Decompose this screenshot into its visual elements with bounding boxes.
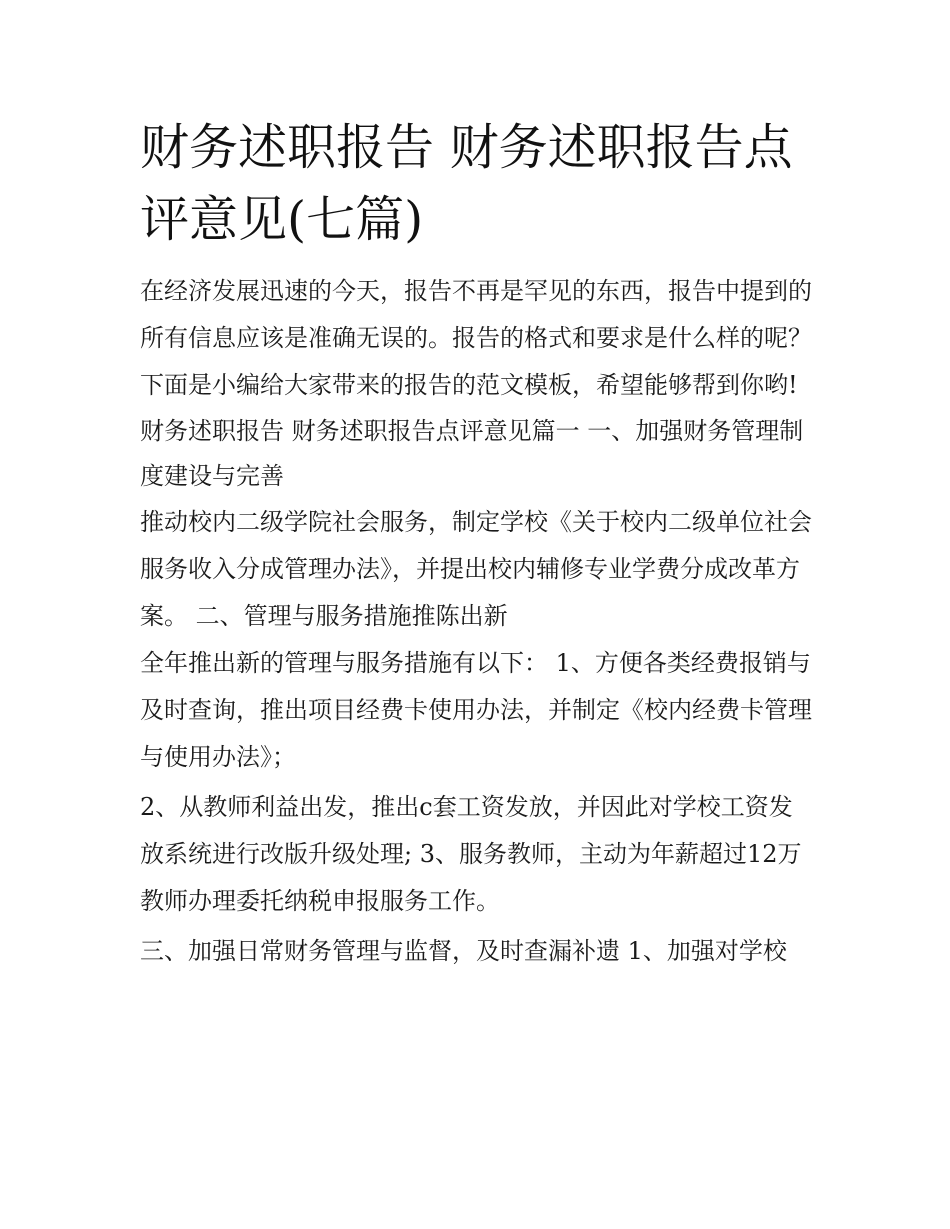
body-paragraph: 2、从教师利益出发，推出c套工资发放，并因此对学校工资发放系统进行改版升级处理; 3、服务教师，主动为年薪超过12万教师办理委托纳税申报服务工作。: [140, 793, 802, 915]
body-paragraph: 三、加强日常财务管理与监督，及时查漏补遗 1、加强对学校: [140, 937, 787, 965]
section-heading-paragraph: 财务述职报告 财务述职报告点评意见篇一 一、加强财务管理制度建设与完善: [140, 417, 804, 490]
spacer: [140, 256, 816, 268]
document-title: 财务述职报告 财务述职报告点评意见(七篇): [140, 119, 793, 248]
body-paragraph: 全年推出新的管理与服务措施有以下： 1、方便各类经费报销与及时查询，推出项目经费卡使用办法，并制定《校内经费卡管理与使用办法》；: [140, 649, 812, 771]
body-paragraph: 推动校内二级学院社会服务，制定学校《关于校内二级单位社会服务收入分成管理办法》，并提出校内辅修专业学费分成改革方案。 二、管理与服务措施推陈出新: [140, 508, 812, 630]
intro-paragraph: 在经济发展迅速的今天，报告不再是罕见的东西，报告中提到的所有信息应该是准确无误的。报告的格式和要求是什么样的呢？下面是小编给大家带来的报告的范文模板，希望能够帮到你哟!: [140, 277, 812, 399]
document-content: [140, 112, 816, 975]
